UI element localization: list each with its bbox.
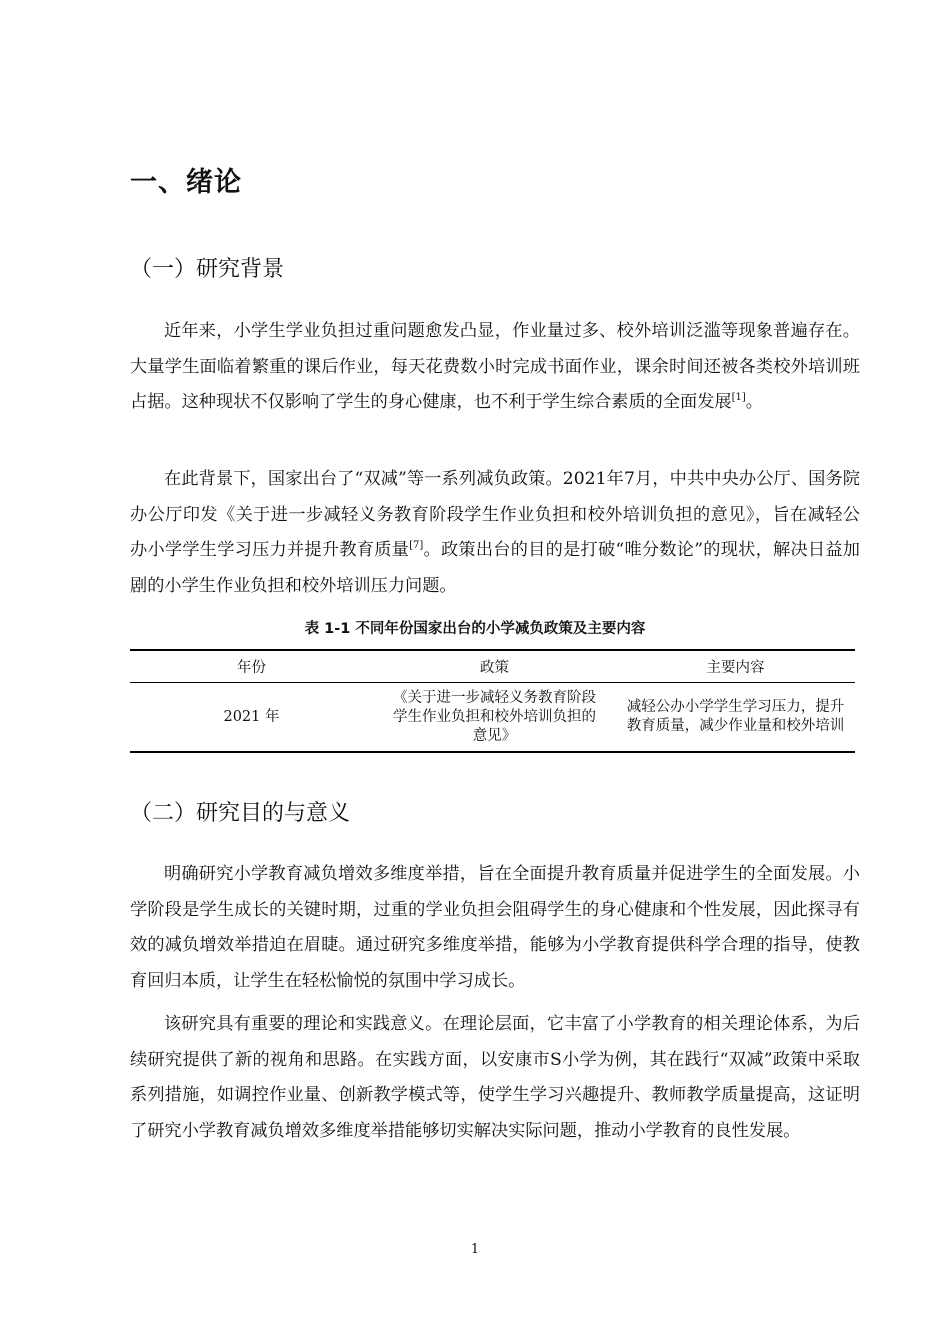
page-number: 1 xyxy=(470,1242,480,1257)
paragraph-text-end: 。政策出台的目的是打破“唯分数论”的现状，解决日益加剧的小学生作业负担和校外培训压力问题。 xyxy=(130,540,860,596)
column-header-year: 年份 xyxy=(130,650,373,683)
paragraph-text: 近年来，小学生学业负担过重问题愈发凸显，作业量过多、校外培训泛滥等现象普遍存在。大量学生面临着繁重的课后作业，每天花费数小时完成书面作业，课余时间还被各类校外培训班占据。这种现状不仅影响了学生的身心健康，也不利于学生综合素质的全面发展 xyxy=(130,321,860,412)
cell-year: 2021 年 xyxy=(223,708,280,725)
paragraph-text-end: 。 xyxy=(745,392,763,412)
section-heading-purpose: （二）研究目的与意义 xyxy=(130,801,351,826)
citation-ref: [1] xyxy=(731,392,746,403)
paragraph-text: 在此背景下，国家出台了“双减”等一系列减负政策。2021年7月，中共中央办公厅、国务院办公厅印发《关于进一步减轻义务教育阶段学生作业负担和校外培训负担的意见》，旨在减轻公办小学学生学习压力并提升教育质量 xyxy=(130,469,860,560)
cell-policy: 《关于进一步减轻义务教育阶段学生作业负担和校外培训负担的意见》 xyxy=(393,689,596,744)
paragraph-purpose-2: 该研究具有重要的理论和实践意义。在理论层面，它丰富了小学教育的相关理论体系，为后续研究提供了新的视角和思路。在实践方面，以安康市S小学为例，其在践行“双减”政策中采取系列措施，如调控作业量、创新教学模式等，使学生学习兴趣提升、教师教学质量提高，这证明了研究小学教育减负增效多维度举措能够切实解决实际问题，推动小学教育的良性发展。 xyxy=(130,1014,860,1141)
section-heading-background: （一）研究背景 xyxy=(130,257,285,282)
table-header-row xyxy=(130,650,855,683)
paragraph-background-1 xyxy=(130,314,860,421)
column-header-content: 主要内容 xyxy=(616,650,855,683)
table-row xyxy=(130,683,855,753)
chapter-heading: 一、绪论 xyxy=(130,167,242,198)
paragraph-background-2 xyxy=(130,462,860,604)
policy-table xyxy=(130,649,855,753)
citation-ref: [7] xyxy=(409,540,424,551)
paragraph-purpose-1: 明确研究小学教育减负增效多维度举措，旨在全面提升教育质量并促进学生的全面发展。小学阶段是学生成长的关键时期，过重的学业负担会阻碍学生的身心健康和个性发展，因此探寻有效的减负增效举措迫在眉睫。通过研究多维度举措，能够为小学教育提供科学合理的指导，使教育回归本质，让学生在轻松愉悦的氛围中学习成长。 xyxy=(130,864,860,991)
table-caption: 表 1-1 不同年份国家出台的小学减负政策及主要内容 xyxy=(304,621,646,637)
cell-content: 减轻公办小学学生学习压力，提升教育质量，减少作业量和校外培训 xyxy=(626,699,845,734)
column-header-policy: 政策 xyxy=(373,650,616,683)
